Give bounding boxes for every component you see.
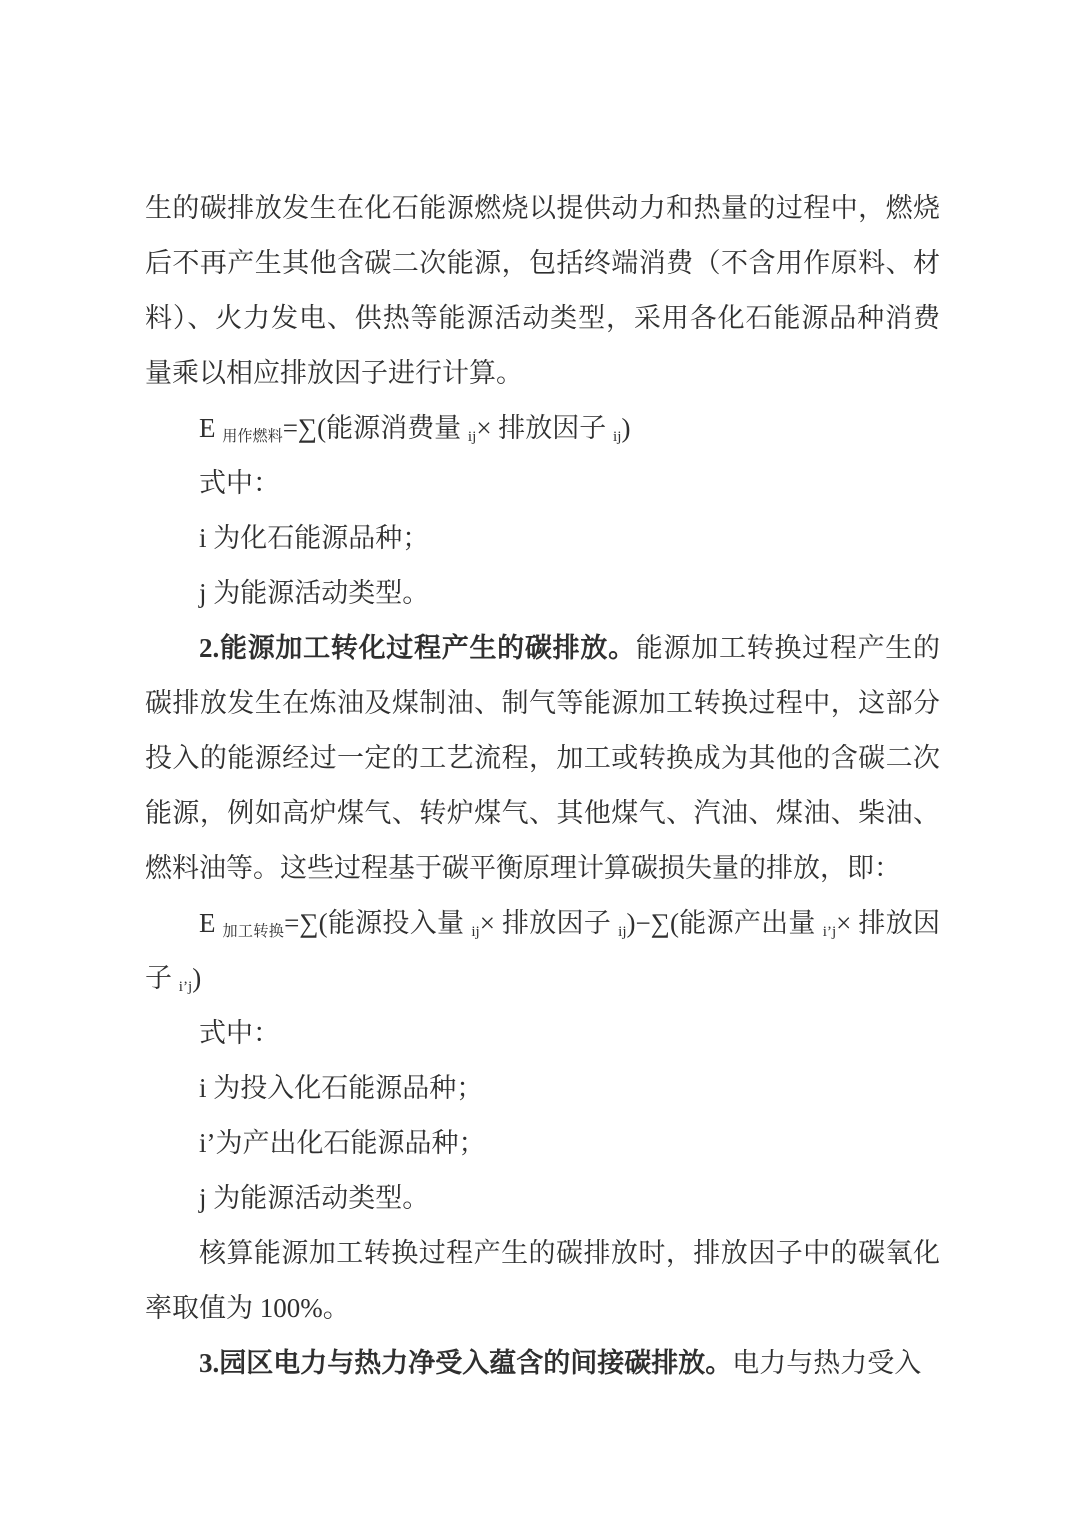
text-run: =∑(能源消费量 bbox=[282, 413, 468, 443]
text-run: 电力与热力受入 bbox=[732, 1348, 922, 1378]
formula-subscript: i’j bbox=[178, 979, 193, 996]
text-paragraph bbox=[145, 1061, 940, 1116]
text-run: × 排放因子 bbox=[476, 413, 614, 443]
text-run: × 排放因子 bbox=[145, 908, 940, 993]
text-run: 式中： bbox=[199, 1018, 280, 1048]
text-run: i 为化石能源品种； bbox=[199, 523, 430, 553]
formula-subscript: ij bbox=[471, 924, 480, 941]
text-paragraph bbox=[145, 181, 940, 401]
text-paragraph bbox=[145, 456, 940, 511]
text-run: ) bbox=[621, 413, 631, 443]
text-run: E bbox=[199, 908, 223, 938]
text-run: 式中： bbox=[199, 468, 280, 498]
formula-subscript: i’j bbox=[822, 924, 837, 941]
text-run: ) bbox=[192, 963, 202, 993]
formula-subscript: 加工转换 bbox=[222, 924, 285, 941]
text-run: E bbox=[199, 413, 223, 443]
heading-run: 3.园区电力与热力净受入蕴含的间接碳排放。 bbox=[199, 1348, 733, 1378]
text-run: 能源加工转换过程产生的碳排放发生在炼油及煤制油、制气等能源加工转换过程中，这部分投入的能源经过一定的工艺流程，加工或转换成为其他的含碳二次能源，例如高炉煤气、转炉煤气、其他煤气、汽油、煤油、柴油、燃料油等。这些过程基于碳平衡原理计算碳损失量的排放，即： bbox=[145, 633, 941, 883]
text-run: i 为投入化石能源品种； bbox=[199, 1073, 484, 1103]
text-paragraph bbox=[145, 1226, 940, 1336]
document-body bbox=[145, 181, 940, 1391]
formula-subscript: 用作燃料 bbox=[222, 429, 283, 446]
formula-paragraph bbox=[145, 896, 940, 1006]
text-run: 核算能源加工转换过程产生的碳排放时，排放因子中的碳氧化率取值为 100%。 bbox=[145, 1238, 940, 1323]
formula-paragraph bbox=[145, 401, 940, 456]
text-run: j 为能源活动类型。 bbox=[199, 578, 430, 608]
text-paragraph bbox=[145, 1171, 940, 1226]
text-run: j 为能源活动类型。 bbox=[199, 1183, 430, 1213]
formula-subscript: ij bbox=[613, 429, 622, 446]
text-paragraph bbox=[145, 511, 940, 566]
formula-subscript: ij bbox=[467, 429, 477, 446]
text-paragraph bbox=[145, 1006, 940, 1061]
text-run: i’为产出化石能源品种； bbox=[199, 1128, 486, 1158]
text-run: )−∑(能源产出量 bbox=[626, 908, 823, 938]
text-run: =∑(能源投入量 bbox=[284, 908, 472, 938]
heading-run: 2.能源加工转化过程产生的碳排放。 bbox=[199, 633, 636, 663]
text-run: 生的碳排放发生在化石能源燃烧以提供动力和热量的过程中，燃烧后不再产生其他含碳二次能源，包括终端消费（不含用作原料、材料）、火力发电、供热等能源活动类型，采用各化石能源品种消费量乘以相应排放因子进行计算。 bbox=[145, 193, 940, 388]
text-paragraph bbox=[145, 1336, 940, 1391]
text-paragraph bbox=[145, 566, 940, 621]
text-paragraph bbox=[145, 621, 940, 896]
text-run: × 排放因子 bbox=[479, 908, 619, 938]
text-paragraph bbox=[145, 1116, 940, 1171]
formula-subscript: ij bbox=[618, 924, 627, 941]
